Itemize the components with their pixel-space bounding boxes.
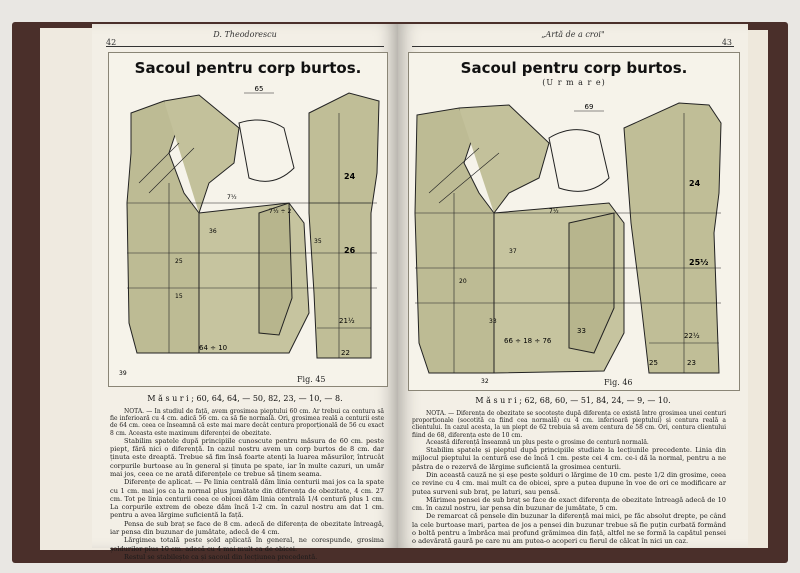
paragraph: NOTA. — Diferența de obezitate se socotește după diferența ce există între grosimea unei centuri proporționale (socotită ca fiind cea normală) cu 4 cm. inferioară pieptului) și centura reală a clientului. In cazul acesta, la un piept de 62 trebuia să avem centura de 58 cm. Ori, centura clientului fiind de 68, diferența este de 10 cm. (412, 410, 726, 439)
page-number: 43 (721, 38, 732, 47)
paragraph: Lărgimea totală peste șold aplicată în general, ne corespunde, grosima șoldurilor plus 10 cm. adecă cu 4 mai mult ca de obicei. (110, 536, 384, 553)
label-back-half: 22½ (684, 332, 700, 340)
paragraph: Diferențe de aplicat. — Pe linia centrală dăm linia centurii mai jos ca la spate cu 1 cm. mai jos ca la normal plus jumătate din diferența de obezitate, 4 cm. 27 cm. Tot pe linia centurii ceea ce obicei dăm linia centrală 1/4 centură plus 1 cm. La corpurile extrem de obeze dăm încă 1-2 cm. în cazul nostru am dat 1 cm. pentru a avea lărgime suficientă la față. (110, 478, 384, 520)
plate-title: Sacoul pentru corp burtos. (134, 59, 362, 77)
paragraph: Stabilim spatele după principiile cunoscute pentru măsura de 60 cm. peste piept, fără nici o diferență. In cazul nostru avem un corp burtos de 8 cm. dar ținuta este dreaptă. Trebue să fim însă foarte atenți la luarea măsurilor, întrucât corpurile burtoase au în general și ținuta pe spate, iar în multe cazuri, un umăr mai jos, ceea ce ne arată diferențele ce trebue să ținem seama. (110, 436, 384, 478)
label-edge: 32 (481, 378, 489, 385)
label-v1: 37 (509, 248, 517, 255)
page-stack-right (745, 30, 768, 548)
label-v2: 25 (175, 258, 183, 265)
running-head-title: „Artă de a croi" (541, 30, 605, 39)
label-waist: 25½ (689, 258, 709, 267)
body-text (110, 408, 384, 561)
left-page (92, 24, 398, 561)
jacket-pattern-diagram (109, 53, 387, 386)
figure-label: Fig. 46 (604, 378, 633, 387)
label-v4: 35 (314, 238, 322, 245)
paragraph: Stabilim spatele și pieptul după principiile studiate la lecțiunile precedente. Linia din mijlocul pieptului la centură ese de încă 1 cm. peste cei 4 cm. ce-i dă la normal, pentru a ne păstra de o rezervă de lărgime suficientă la grosimea centurii. (412, 446, 726, 471)
label-pocket: 33 (577, 327, 586, 335)
paragraph: Mărimea pensei de sub braț se face de exact diferența de obezitate întreagă adecă de 10 cm. în cazul nostru, iar pensa din buzunar de jumătate, 5 cm. (412, 495, 726, 513)
pattern-plate (408, 52, 740, 391)
paragraph: Această diferență înseamnă un plus peste o grosime de centură normală. (426, 438, 649, 446)
label-hem: 66 ÷ 18 ÷ 76 (504, 337, 552, 345)
label-bottom-back: 23 (687, 359, 696, 367)
plate-subtitle: (U r m a r e) (542, 78, 606, 87)
running-head (398, 30, 748, 46)
label-lower: 25 (649, 359, 658, 367)
pattern-plate (108, 52, 388, 387)
label-waist: 26 (344, 246, 356, 255)
label-hem: 64 ÷ 10 (199, 344, 228, 352)
right-page (398, 24, 748, 548)
running-head-title: D. Theodorescu (213, 30, 277, 39)
label-edge: 39 (119, 370, 127, 377)
paragraph: Din această cauză ne și eșe peste șolduri o lărgime de 10 cm. peste 1/2 din grosime, ceea ce revine cu 4 cm. mai mult ca de obicei, spre a putea dupune în voe de ori ce modificare ar putea surveni sub braț, pe laturi, sau pensă. (412, 470, 727, 496)
label-top: 69 (584, 103, 594, 111)
label-top: 65 (254, 85, 264, 93)
label-small1: 7½ (227, 194, 237, 201)
header-rule (106, 46, 384, 47)
label-v3: 33 (489, 318, 497, 325)
label-v1: 36 (209, 228, 217, 235)
label-bottom-back: 22 (341, 349, 350, 357)
label-v2: 20 (459, 278, 467, 285)
plate-title: Sacoul pentru corp burtos. (460, 59, 688, 77)
paragraph: NOTA. — In studiul de față, avem grosimea pieptului 60 cm. Ar trebui ca centura să fie inferioară cu 4 cm. adică 56 cm. ca să fie normală. Ori, grosimea reală a centurii este de 64 cm. ceea ce înseamnă că este mai mare decât centura proporțională de 56 cu exact 8 cm. Aceasta este maximum diferenței de obezitate. (110, 408, 384, 437)
label-chest: 24 (689, 179, 701, 188)
figure-label: Fig. 45 (297, 375, 326, 384)
label-v3: 15 (175, 293, 183, 300)
measurements: M ă s u r i ; 60, 64, 64, — 50, 82, 23, — 10, — 8. (147, 394, 343, 403)
page-number: 42 (106, 38, 117, 47)
running-head (92, 30, 398, 46)
paragraph: Pensa de sub braț se face de 8 cm. adecă de diferența de obezitate întreagă, iar pensa din buzunar de jumătate, adecă de 4 cm. (110, 519, 384, 537)
label-small2: 7½ ÷ 2 (269, 208, 292, 215)
paragraph: De remarcat că pensele din buzunar la diferență mai mici, pe făc absolut drepte, pe când la cele burtoase mari, partea de jos a pensei din buzunar trebue să fie puțin curbată formând o boltă pentru a îmbrăca mai profund grămimea din față, altfel ne se formă la capătul pensei o adevărată gaură pe care nu am putea-o acoperi cu fierul de călcat în nici un caz. (412, 512, 726, 546)
jacket-pattern-diagram (409, 53, 739, 390)
label-small1: 7½ (549, 208, 559, 215)
header-rule (412, 46, 734, 47)
body-text (412, 410, 726, 546)
measurements: M ă s u r i ; 62, 68, 60, — 51, 84, 24, — 9, — 10. (475, 396, 671, 405)
label-chest: 24 (344, 172, 356, 181)
label-back-half: 21½ (339, 317, 355, 325)
paragraph: Restul se stabilește ca și sacoul din lecțiunea precedentă. (124, 552, 318, 561)
